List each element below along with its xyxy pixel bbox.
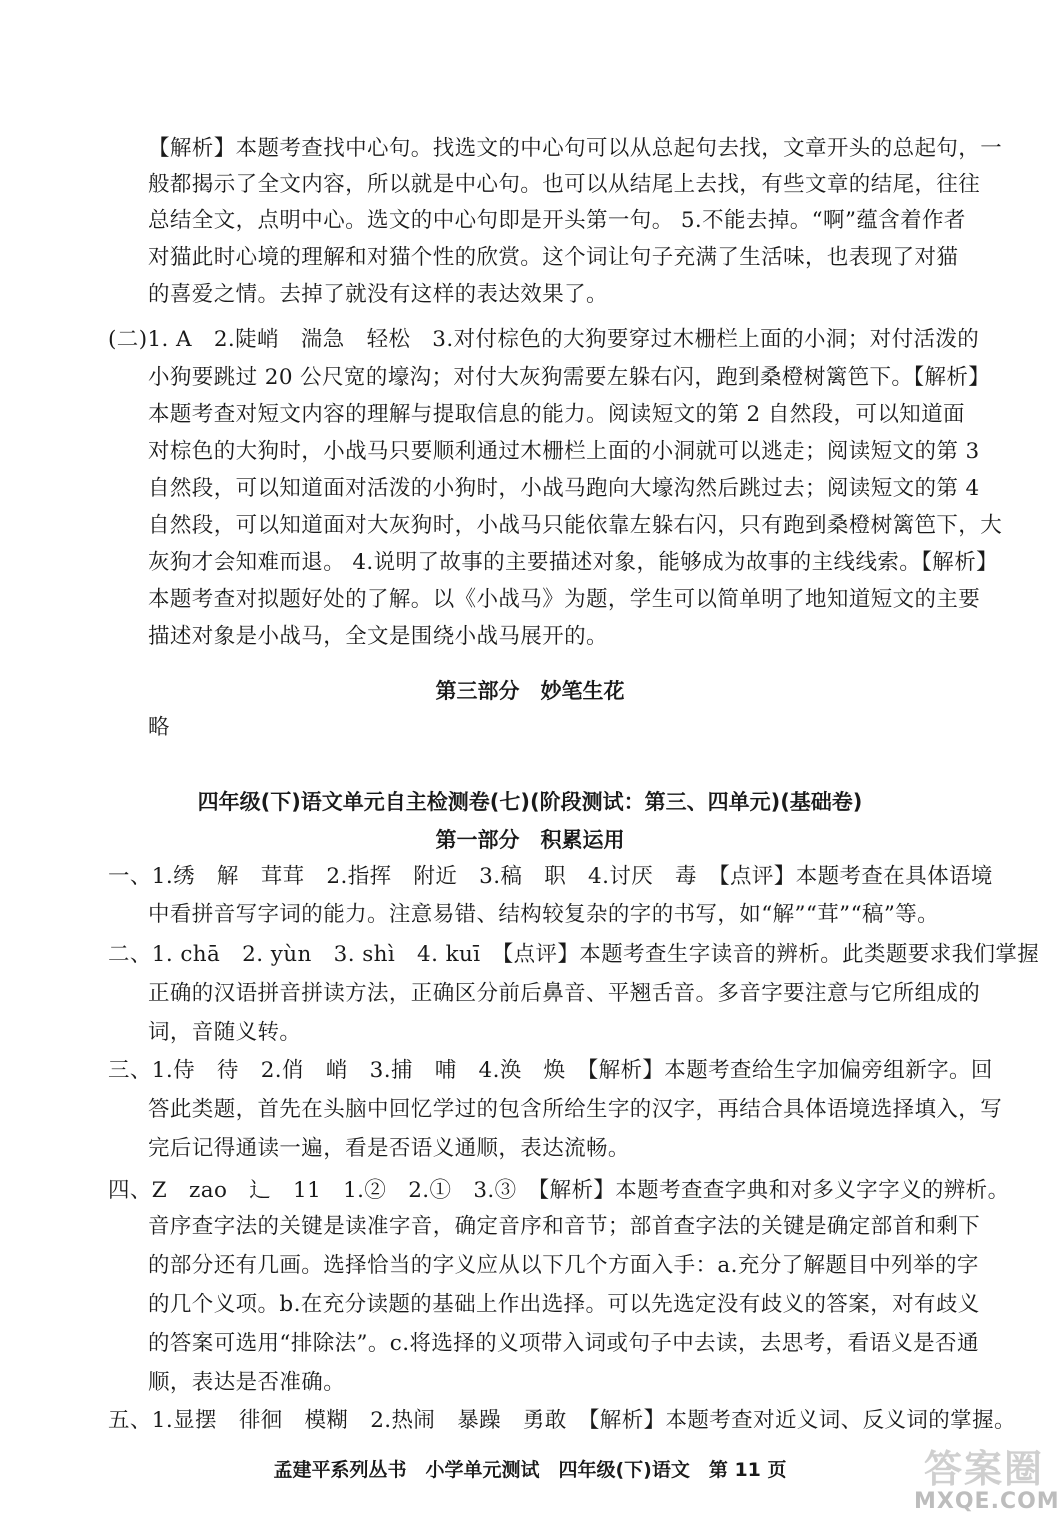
text-line: 的喜爱之情。去掉了就没有这样的表达效果了。 (148, 282, 608, 307)
text-line: 的几个义项。b.在充分读题的基础上作出选择。可以先选定没有歧义的答案，对有歧义 (148, 1292, 980, 1317)
text-line: 三、1.侍 待 2.俏 峭 3.捕 哺 4.涣 焕 【解析】本题考查给生字加偏旁组新字。回 (108, 1058, 993, 1083)
watermark-url: MXQE.COM (914, 1489, 1060, 1514)
text-line: 音序查字法的关键是读准字音，确定音序和音节；部首查字法的关键是确定部首和剩下 (148, 1214, 981, 1239)
text-line: 四、Z zao 辶 11 1.② 2.① 3.③ 【解析】本题考查查字典和对多义字字义的辨析。 (108, 1178, 1010, 1203)
text-line: (二)1. A 2.陡峭 湍急 轻松 3.对付棕色的大狗要穿过木栅栏上面的小洞；对付活泼的 (108, 327, 980, 352)
text-line: 五、1.显摆 徘徊 模糊 2.热闹 暴躁 勇敢 【解析】本题考查对近义词、反义词的掌握。 (108, 1408, 1016, 1433)
page-footer: 孟建平系列丛书 小学单元测试 四年级(下)语文 第 11 页 (273, 1459, 787, 1481)
watermark-title: 答案圈 (923, 1447, 1044, 1491)
text-line: 灰狗才会知难而退。 4.说明了故事的主要描述对象，能够成为故事的主线线索。【解析】 (148, 550, 999, 575)
watermark-logo (914, 1447, 1060, 1522)
text-line: 对棕色的大狗时，小战马只要顺利通过木栅栏上面的小洞就可以逃走；阅读短文的第 3 (148, 439, 980, 464)
text-line: 完后记得通读一遍，看是否语义通顺，表达流畅。 (148, 1136, 630, 1161)
text-line: 中看拼音写字词的能力。注意易错、结构较复杂的字的书写，如“解”“茸”“稿”等。 (148, 902, 940, 927)
text-line: 小狗要跳过 20 公尺宽的壕沟；对付大灰狗需要左躲右闪，跑到桑橙树篱笆下。【解析】 (148, 365, 991, 390)
text-line: 自然段，可以知道面对大灰狗时，小战马只能依靠左躲右闪，只有跑到桑橙树篱笆下，大 (148, 513, 1003, 538)
section-heading: 第三部分 妙笔生花 (435, 679, 625, 703)
test-title: 四年级(下)语文单元自主检测卷(七)(阶段测试：第三、四单元)(基础卷) (197, 790, 863, 814)
text-line: 对猫此时心境的理解和对猫个性的欣赏。这个词让句子充满了生活味，也表现了对猫 (148, 245, 959, 270)
text-line: 般都揭示了全文内容，所以就是中心句。也可以从结尾上去找，有些文章的结尾，往往 (148, 172, 981, 197)
text-line: 一、1.绣 解 茸茸 2.指挥 附近 3.稿 职 4.讨厌 毒 【点评】本题考查在具体语境 (108, 864, 993, 889)
text-line: 词，音随义转。 (148, 1020, 302, 1045)
text-line: 二、1. chā 2. yùn 3. shì 4. kuī 【点评】本题考查生字读音的辨析。此类题要求我们掌握 (108, 942, 1040, 967)
text-line: 顺，表达是否准确。 (148, 1370, 346, 1395)
section-heading: 第一部分 积累运用 (435, 828, 625, 852)
text-line: 正确的汉语拼音拼读方法，正确区分前后鼻音、平翘舌音。多音字要注意与它所组成的 (148, 981, 981, 1006)
text-line: 的部分还有几画。选择恰当的字义应从以下几个方面入手：a.充分了解题目中列举的字 (148, 1253, 979, 1278)
text-line: 的答案可选用“排除法”。c.将选择的义项带入词或句子中去读，去思考，看语义是否通 (148, 1331, 979, 1356)
text-line: 本题考查对短文内容的理解与提取信息的能力。阅读短文的第 2 自然段，可以知道面 (148, 402, 965, 427)
text-line: 【解析】本题考查找中心句。找选文的中心句可以从总起句去找，文章开头的总起句，一 (148, 136, 1003, 161)
text-line: 略 (148, 715, 170, 740)
text-line: 自然段，可以知道面对活泼的小狗时，小战马跑向大壕沟然后跳过去；阅读短文的第 4 (148, 476, 980, 501)
text-line: 描述对象是小战马，全文是围绕小战马展开的。 (148, 624, 608, 649)
text-line: 答此类题，首先在头脑中回忆学过的包含所给生字的汉字，再结合具体语境选择填入，写 (148, 1097, 1003, 1122)
text-line: 本题考查对拟题好处的了解。以《小战马》为题，学生可以简单明了地知道短文的主要 (148, 587, 981, 612)
text-line: 总结全文，点明中心。选文的中心句即是开头第一句。 5.不能去掉。“啊”蕴含着作者 (148, 208, 966, 233)
